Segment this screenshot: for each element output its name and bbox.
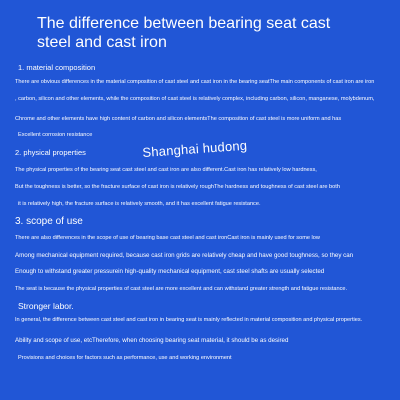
section-heading-scope: 3. scope of use	[15, 216, 83, 227]
scope-paragraph-1: There are also differences in the scope of use of bearing base cast steel and cast ironCast iron is mainly used for some low	[15, 235, 320, 241]
physical-paragraph-1: The physical properties of the bearing seat cast steel and cast iron are also different.Cast iron has relatively low hardness,	[15, 167, 317, 173]
section-heading-physical: 2. physical properties	[15, 148, 86, 157]
scope-paragraph-3: Enough to withstand greater pressurein high-quality mechanical equipment, cast steel shafts are usually selected	[15, 268, 325, 275]
scope-paragraph-5: Stronger labor.	[18, 301, 74, 311]
material-paragraph-3: Chrome and other elements have high content of carbon and silicon elementsThe composition of cast steel is more uniform and has	[15, 116, 342, 122]
watermark-text: Shanghai hudong	[141, 137, 248, 160]
scope-paragraph-2: Among mechanical equipment required, because cast iron grids are relatively cheap and have good toughness, so they can	[15, 252, 354, 259]
material-paragraph-4: Excellent corrosion resistance	[18, 132, 93, 138]
conclusion-paragraph-1: In general, the difference between cast steel and cast iron in bearing seat is mainly reflected in material composition and physical properties.	[15, 317, 363, 323]
page-title: The difference between bearing seat cast steel and cast iron	[37, 15, 331, 51]
scope-paragraph-4: The seat is because the physical properties of cast steel are more excellent and can withstand greater strength and fatigue resistance.	[15, 286, 348, 292]
material-paragraph-1: There are obvious differences in the material composition of cast steel and cast iron in the bearing seatThe main components of cast iron are iron	[15, 79, 375, 85]
conclusion-paragraph-3: Provisions and choices for factors such as performance, use and working environment	[18, 355, 232, 361]
conclusion-paragraph-2: Ability and scope of use, etcTherefore, when choosing bearing seat material, it should be as desired	[15, 337, 289, 344]
material-paragraph-2: , carbon, silicon and other elements, while the composition of cast steel is relatively complex, including carbon, silicon, manganese, molybdenum,	[15, 96, 375, 102]
physical-paragraph-2: But the toughness is better, so the fracture surface of cast iron is relatively roughThe hardness and toughness of cast steel are both	[15, 184, 340, 190]
section-heading-material: 1. material composition	[18, 63, 96, 72]
physical-paragraph-3: it is relatively high, the fracture surface is relatively smooth, and it has excellent fatigue resistance.	[18, 201, 261, 207]
